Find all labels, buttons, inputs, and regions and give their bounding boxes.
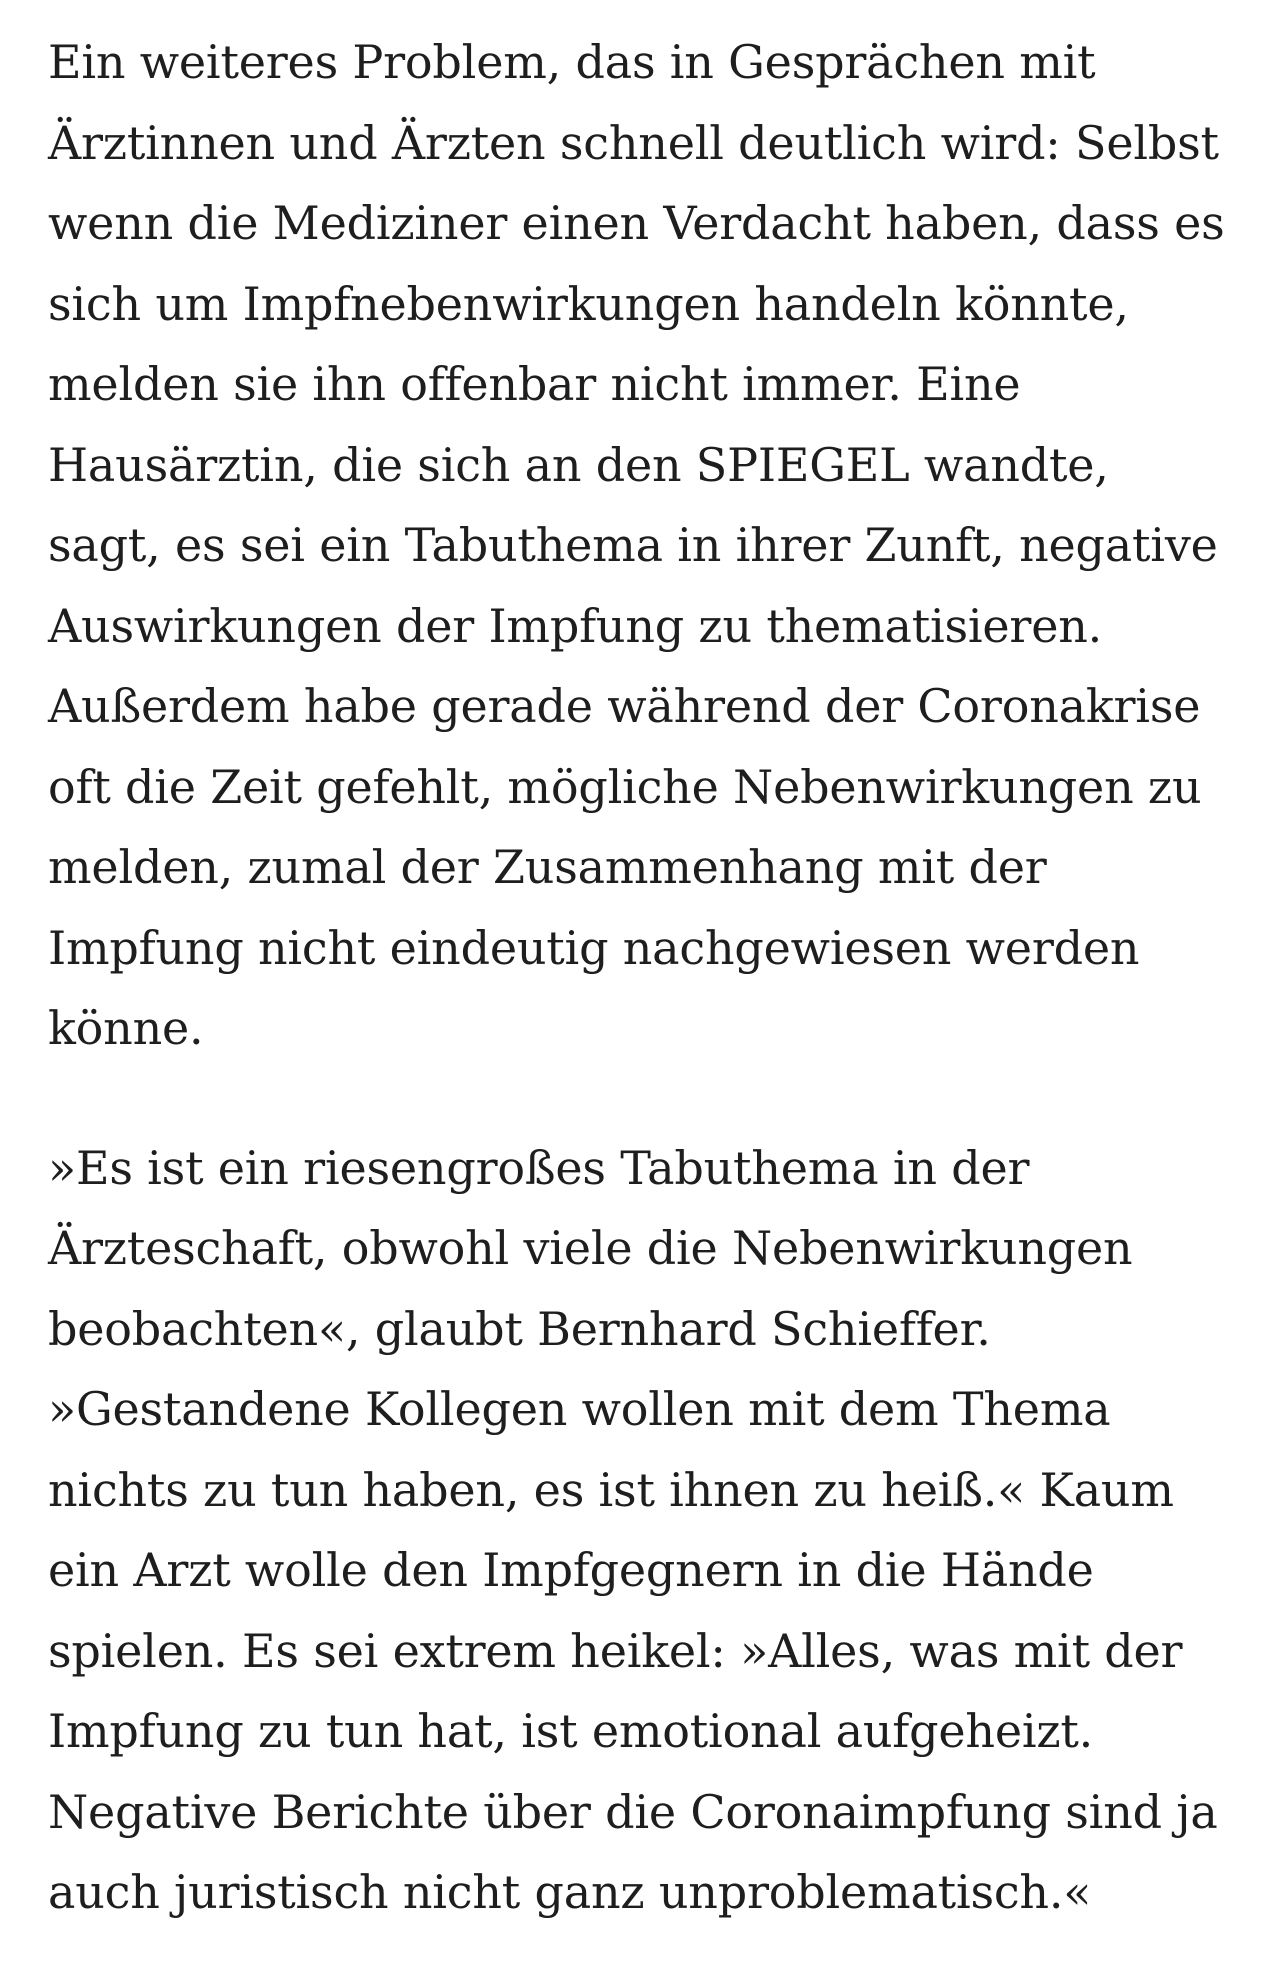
article-body: [48, 22, 1248, 1933]
text-line: sich um Impfnebenwirkungen handeln könnte,: [48, 276, 1129, 331]
text-line: »Gestandene Kollegen wollen mit dem Thema: [48, 1382, 1111, 1436]
text-line: sagt, es sei ein Tabuthema in ihrer Zunft, negative: [48, 518, 1218, 572]
text-line: Außerdem habe gerade während der Coronakrise: [48, 679, 1201, 733]
text-line: Ärztinnen und Ärzten schnell deutlich wird: Selbst: [48, 115, 1219, 170]
text-line: Negative Berichte über die Coronaimpfung sind ja: [48, 1784, 1218, 1839]
text-line: melden, zumal der Zusammenhang mit der: [48, 840, 1047, 894]
text-line: ein Arzt wolle den Impfgegnern in die Hände: [48, 1543, 1094, 1597]
text-line: Impfung zu tun hat, ist emotional aufgeheizt.: [48, 1704, 1094, 1758]
text-line: »Es ist ein riesengroßes Tabuthema in der: [48, 1140, 1030, 1195]
text-line: Ein weiteres Problem, das in Gesprächen mit: [48, 35, 1096, 89]
article-paragraph-1: [48, 22, 1248, 1069]
text-line: Hausärztin, die sich an den SPIEGEL wandte,: [48, 437, 1109, 492]
text-line: beobachten«, glaubt Bernhard Schieffer.: [48, 1301, 991, 1356]
text-line: auch juristisch nicht ganz unproblematisch.«: [48, 1865, 1092, 1919]
text-line: Ärzteschaft, obwohl viele die Nebenwirkungen: [48, 1221, 1133, 1275]
text-line: Auswirkungen der Impfung zu thematisieren.: [48, 598, 1103, 653]
text-line: oft die Zeit gefehlt, mögliche Nebenwirkungen zu: [48, 759, 1202, 814]
text-line: könne.: [48, 1001, 204, 1055]
text-line: Impfung nicht eindeutig nachgewiesen werden: [48, 920, 1140, 975]
text-line: melden sie ihn offenbar nicht immer. Eine: [48, 357, 1021, 411]
text-line: wenn die Mediziner einen Verdacht haben, dass es: [48, 196, 1225, 250]
text-line: nichts zu tun haben, es ist ihnen zu heiß.« Kaum: [48, 1462, 1174, 1517]
article-paragraph-2: [48, 1128, 1248, 1933]
text-line: spielen. Es sei extrem heikel: »Alles, was mit der: [48, 1623, 1183, 1678]
